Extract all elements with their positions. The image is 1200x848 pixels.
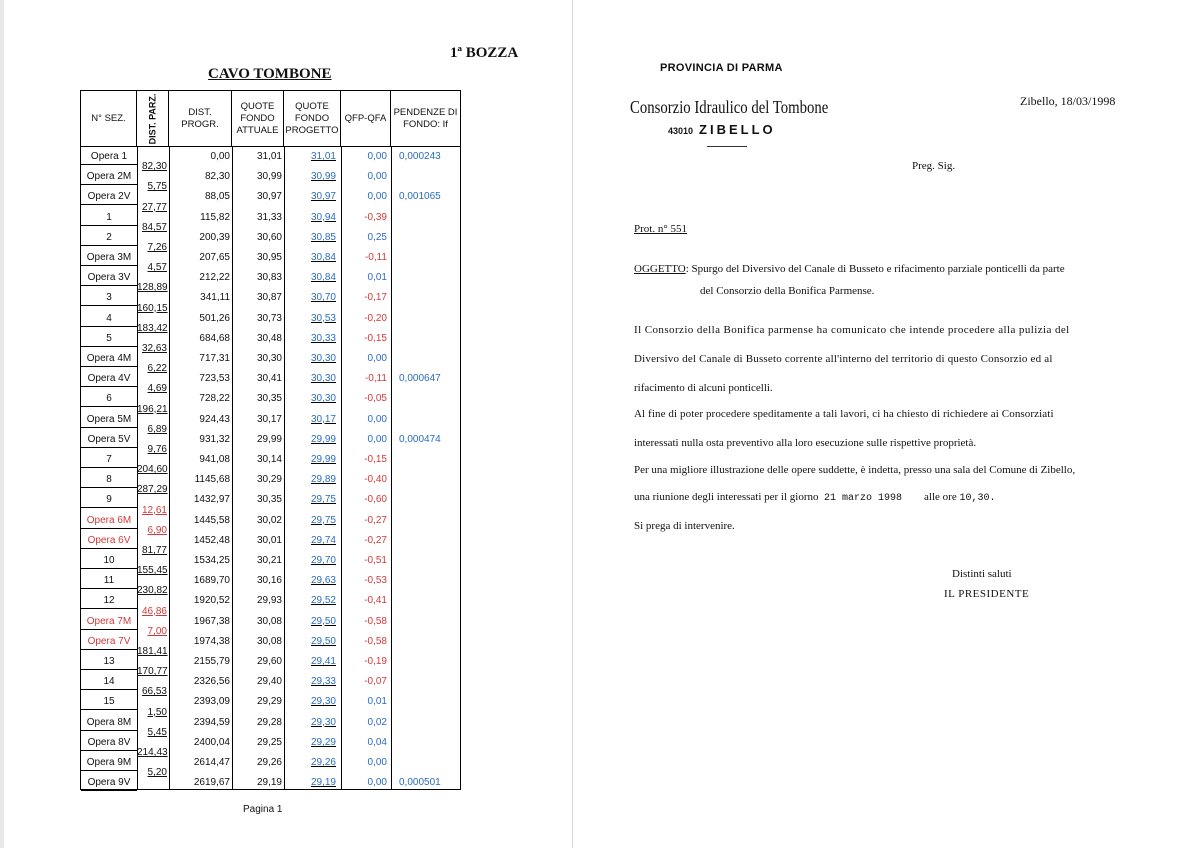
column-rule bbox=[341, 146, 342, 789]
difference-cell: 0,00 bbox=[367, 151, 387, 162]
progressive-distance-cell: 2394,59 bbox=[193, 716, 230, 728]
difference-cell: -0,11 bbox=[364, 373, 387, 385]
difference-cell: -0,39 bbox=[364, 211, 387, 223]
current-bottom-cell: 30,29 bbox=[256, 474, 282, 486]
project-bottom-cell: 30,33 bbox=[310, 332, 336, 344]
project-bottom-cell: 30,84 bbox=[310, 252, 336, 263]
progressive-distance-cell: 88,05 bbox=[204, 191, 230, 203]
current-bottom-cell: 29,40 bbox=[256, 676, 282, 688]
current-bottom-cell: 29,93 bbox=[256, 595, 282, 607]
section-cell: 4 bbox=[81, 312, 137, 327]
project-bottom-cell: 30,94 bbox=[310, 211, 336, 223]
column-rule bbox=[232, 146, 233, 789]
current-bottom-cell: 30,21 bbox=[256, 555, 282, 566]
current-bottom-cell: 30,83 bbox=[256, 272, 282, 284]
section-cell: Opera 4M bbox=[81, 352, 137, 367]
difference-cell: 0,00 bbox=[367, 777, 387, 789]
project-bottom-cell: 30,84 bbox=[310, 272, 336, 284]
current-bottom-cell: 29,19 bbox=[256, 777, 282, 789]
progressive-distance-cell: 717,31 bbox=[199, 353, 230, 364]
project-bottom-cell: 29,89 bbox=[310, 474, 336, 486]
section-cell: 8 bbox=[81, 473, 137, 488]
section-cell: 10 bbox=[81, 554, 137, 569]
meeting-time: 10,30. bbox=[959, 493, 996, 504]
progressive-distance-cell: 200,39 bbox=[199, 231, 230, 243]
partial-distance-cell: 4,57 bbox=[147, 262, 167, 274]
difference-cell: -0,15 bbox=[364, 454, 387, 465]
project-bottom-cell: 30,17 bbox=[310, 413, 336, 425]
project-bottom-cell: 29,99 bbox=[310, 454, 336, 465]
section-cell: Opera 5M bbox=[81, 413, 137, 428]
difference-cell: 0,00 bbox=[367, 757, 387, 768]
partial-distance-cell: 4,69 bbox=[147, 383, 167, 395]
header-current-bottom: QUOTE FONDO ATTUALE bbox=[232, 91, 284, 146]
current-bottom-cell: 30,35 bbox=[256, 393, 282, 405]
progressive-distance-cell: 115,82 bbox=[200, 211, 230, 223]
difference-cell: -0,05 bbox=[364, 393, 387, 405]
current-bottom-cell: 30,48 bbox=[256, 332, 282, 344]
section-cell: Opera 7V bbox=[81, 635, 137, 650]
progressive-distance-cell: 1432,97 bbox=[193, 494, 230, 506]
consortium-name: Consorzio Idraulico del Tombone bbox=[630, 97, 829, 117]
difference-cell: -0,19 bbox=[364, 656, 387, 667]
partial-distance-cell: 9,76 bbox=[147, 444, 167, 455]
scan-edge bbox=[0, 0, 4, 848]
section-cell: Opera 7M bbox=[81, 615, 137, 630]
difference-cell: 0,01 bbox=[367, 696, 387, 708]
partial-distance-cell: 82,30 bbox=[141, 161, 167, 173]
header-difference: QFP-QFA bbox=[341, 91, 391, 146]
header-partial-distance bbox=[137, 91, 169, 146]
closing: Distinti saluti bbox=[952, 568, 1012, 580]
project-bottom-cell: 30,99 bbox=[310, 171, 336, 183]
subject-label: OGGETTO bbox=[634, 263, 686, 275]
difference-cell: -0,20 bbox=[364, 312, 387, 324]
partial-distance-cell: 181,41 bbox=[137, 646, 168, 657]
consortium-city: ZIBELLO bbox=[699, 122, 776, 137]
progressive-distance-cell: 0,00 bbox=[210, 151, 230, 162]
current-bottom-cell: 30,01 bbox=[256, 534, 282, 546]
current-bottom-cell: 31,33 bbox=[256, 211, 282, 223]
progressive-distance-cell: 1967,38 bbox=[193, 615, 230, 627]
progressive-distance-cell: 728,22 bbox=[199, 393, 230, 405]
current-bottom-cell: 30,73 bbox=[256, 312, 282, 324]
partial-distance-cell: 6,89 bbox=[147, 423, 167, 435]
table-title: CAVO TOMBONE bbox=[208, 66, 332, 82]
current-bottom-cell: 30,02 bbox=[256, 514, 282, 526]
progressive-distance-cell: 1145,68 bbox=[194, 474, 230, 486]
current-bottom-cell: 30,87 bbox=[256, 292, 282, 304]
page-number: Pagina 1 bbox=[243, 804, 283, 815]
section-cell: 3 bbox=[81, 291, 137, 306]
partial-distance-cell: 32,63 bbox=[141, 343, 167, 354]
current-bottom-cell: 30,17 bbox=[256, 413, 282, 425]
protocol-number: Prot. n° 551 bbox=[634, 223, 687, 235]
progressive-distance-cell: 1689,70 bbox=[193, 575, 230, 587]
meeting-line bbox=[634, 491, 995, 504]
section-cell: 14 bbox=[81, 675, 137, 690]
difference-cell: -0,58 bbox=[364, 635, 387, 647]
partial-distance-cell: 1,50 bbox=[147, 706, 167, 718]
header-partial-distance-label: DIST. PARZ. bbox=[147, 93, 158, 144]
partial-distance-cell: 128,89 bbox=[137, 282, 168, 294]
partial-distance-cell: 66,53 bbox=[141, 686, 167, 698]
section-cell: 11 bbox=[81, 574, 137, 589]
project-bottom-cell: 29,41 bbox=[310, 656, 336, 667]
section-cell: 2 bbox=[81, 231, 137, 246]
meeting-mid: alle ore bbox=[924, 491, 957, 503]
project-bottom-cell: 29,19 bbox=[310, 777, 336, 789]
partial-distance-cell: 287,29 bbox=[137, 484, 168, 496]
project-bottom-cell: 29,52 bbox=[310, 595, 336, 607]
progressive-distance-cell: 1445,58 bbox=[193, 514, 230, 526]
partial-distance-cell: 183,42 bbox=[137, 322, 168, 334]
project-bottom-cell: 29,26 bbox=[310, 757, 336, 768]
difference-cell: 0,00 bbox=[367, 413, 387, 425]
current-bottom-cell: 30,08 bbox=[256, 635, 282, 647]
current-bottom-cell: 29,26 bbox=[256, 757, 282, 768]
current-bottom-cell: 30,99 bbox=[256, 171, 282, 183]
current-bottom-cell: 30,14 bbox=[256, 454, 282, 465]
difference-cell: 0,00 bbox=[367, 433, 387, 445]
section-cell: Opera 3M bbox=[81, 251, 137, 266]
section-cell: Opera 6M bbox=[81, 514, 137, 529]
project-bottom-cell: 30,70 bbox=[310, 292, 336, 304]
section-cell: Opera 4V bbox=[81, 372, 137, 387]
project-bottom-cell: 29,70 bbox=[310, 555, 336, 566]
difference-cell: -0,41 bbox=[364, 595, 387, 607]
section-cell: Opera 5V bbox=[81, 433, 137, 448]
header-section: N° SEZ. bbox=[81, 91, 137, 146]
project-bottom-cell: 29,75 bbox=[310, 514, 336, 526]
body-line: Il Consorzio della Bonifica parmense ha comunicato che intende procedere alla pulizia del bbox=[634, 324, 1070, 336]
page-divider bbox=[572, 0, 573, 848]
partial-distance-cell: 170,77 bbox=[137, 666, 168, 678]
header-progressive-distance: DIST. PROGR. bbox=[169, 91, 232, 146]
difference-cell: -0,53 bbox=[364, 575, 387, 587]
project-bottom-cell: 30,30 bbox=[310, 393, 336, 405]
partial-distance-cell: 5,75 bbox=[147, 181, 167, 193]
project-bottom-cell: 30,30 bbox=[310, 373, 336, 385]
partial-distance-cell: 12,61 bbox=[141, 504, 167, 516]
project-bottom-cell: 29,99 bbox=[310, 433, 336, 445]
partial-distance-cell: 84,57 bbox=[141, 221, 167, 233]
difference-cell: 0,25 bbox=[367, 231, 387, 243]
project-bottom-cell: 29,50 bbox=[310, 635, 336, 647]
section-cell: Opera 8V bbox=[81, 736, 137, 751]
partial-distance-cell: 7,26 bbox=[147, 242, 167, 253]
column-rule bbox=[391, 146, 392, 789]
section-cell: Opera 3V bbox=[81, 271, 137, 286]
section-cell: 12 bbox=[81, 594, 137, 609]
current-bottom-cell: 30,95 bbox=[256, 252, 282, 263]
current-bottom-cell: 31,01 bbox=[256, 151, 282, 162]
section-cell: Opera 1 bbox=[81, 150, 137, 165]
section-cell: 6 bbox=[81, 392, 137, 407]
current-bottom-cell: 30,30 bbox=[256, 353, 282, 364]
project-bottom-cell: 29,30 bbox=[310, 716, 336, 728]
progressive-distance-cell: 212,22 bbox=[199, 272, 230, 284]
current-bottom-cell: 29,28 bbox=[256, 716, 282, 728]
progressive-distance-cell: 2393,09 bbox=[193, 696, 230, 708]
section-cell: 7 bbox=[81, 453, 137, 468]
difference-cell: -0,17 bbox=[364, 292, 387, 304]
current-bottom-cell: 30,60 bbox=[256, 231, 282, 243]
partial-distance-cell: 81,77 bbox=[141, 545, 167, 556]
project-bottom-cell: 29,50 bbox=[310, 615, 336, 627]
section-cell: 1 bbox=[81, 211, 137, 226]
progressive-distance-cell: 931,32 bbox=[199, 433, 230, 445]
difference-cell: -0,11 bbox=[364, 252, 387, 263]
difference-cell: -0,15 bbox=[364, 332, 387, 344]
slope-cell: 0,000474 bbox=[399, 433, 441, 445]
difference-cell: 0,01 bbox=[367, 272, 387, 284]
letterhead-rule bbox=[707, 146, 747, 147]
partial-distance-cell: 204,60 bbox=[137, 464, 168, 476]
section-cell: 5 bbox=[81, 332, 137, 347]
progressive-distance-cell: 2614,47 bbox=[193, 757, 230, 768]
signature: IL PRESIDENTE bbox=[944, 588, 1030, 600]
project-bottom-cell: 29,63 bbox=[310, 575, 336, 587]
difference-cell: -0,58 bbox=[364, 615, 387, 627]
project-bottom-cell: 29,75 bbox=[310, 494, 336, 506]
progressive-distance-cell: 2326,56 bbox=[193, 676, 230, 688]
partial-distance-cell: 27,77 bbox=[141, 201, 167, 213]
current-bottom-cell: 30,97 bbox=[256, 191, 282, 203]
consortium-address bbox=[668, 122, 776, 137]
recipient-greeting: Preg. Sig. bbox=[912, 160, 956, 172]
body-line: interessati nulla osta preventivo alla loro esecuzione sulle rispettive proprietà. bbox=[634, 437, 977, 449]
partial-distance-cell: 5,45 bbox=[147, 726, 167, 738]
current-bottom-cell: 29,60 bbox=[256, 656, 282, 667]
project-bottom-cell: 30,85 bbox=[310, 231, 336, 243]
current-bottom-cell: 29,25 bbox=[256, 736, 282, 748]
header-project-bottom: QUOTE FONDO PROGETTO bbox=[284, 91, 341, 146]
meeting-date: 21 marzo 1998 bbox=[824, 493, 903, 504]
partial-distance-cell: 196,21 bbox=[137, 403, 168, 415]
body-line: Diversivo del Canale di Busseto corrente all'interno del territorio di questo Consorzio ed al bbox=[634, 353, 1053, 365]
project-bottom-cell: 29,74 bbox=[310, 534, 336, 546]
province-heading: PROVINCIA DI PARMA bbox=[660, 62, 783, 74]
progressive-distance-cell: 2155,79 bbox=[193, 656, 230, 667]
progressive-distance-cell: 207,65 bbox=[199, 252, 230, 263]
partial-distance-cell: 214,43 bbox=[137, 747, 168, 758]
project-bottom-cell: 29,30 bbox=[310, 696, 336, 708]
current-bottom-cell: 30,08 bbox=[256, 615, 282, 627]
progressive-distance-cell: 684,68 bbox=[199, 332, 230, 344]
project-bottom-cell: 31,01 bbox=[310, 151, 336, 162]
difference-cell: 0,00 bbox=[367, 171, 387, 183]
meeting-prefix: una riunione degli interessati per il giorno bbox=[634, 491, 819, 503]
project-bottom-cell: 29,33 bbox=[310, 676, 336, 688]
section-cell: Opera 9M bbox=[81, 756, 137, 771]
partial-distance-cell: 6,90 bbox=[147, 524, 167, 536]
survey-table bbox=[80, 90, 461, 790]
column-rule bbox=[284, 146, 285, 789]
progressive-distance-cell: 2619,67 bbox=[193, 777, 230, 789]
slope-cell: 0,000501 bbox=[399, 777, 441, 789]
difference-cell: 0,00 bbox=[367, 191, 387, 203]
slope-cell: 0,001065 bbox=[399, 191, 441, 203]
progressive-distance-cell: 341,11 bbox=[200, 292, 230, 304]
subject-text: : Spurgo del Diversivo del Canale di Busseto e rifacimento parziale ponticelli da parte bbox=[685, 263, 1065, 275]
current-bottom-cell: 29,99 bbox=[256, 433, 282, 445]
difference-cell: -0,07 bbox=[364, 676, 387, 688]
partial-distance-cell: 160,15 bbox=[137, 302, 168, 314]
current-bottom-cell: 30,41 bbox=[256, 373, 282, 385]
project-bottom-cell: 30,30 bbox=[310, 353, 336, 364]
progressive-distance-cell: 924,43 bbox=[199, 413, 230, 425]
difference-cell: 0,04 bbox=[367, 736, 387, 748]
subject-continuation: del Consorzio della Bonifica Parmense. bbox=[700, 285, 875, 297]
progressive-distance-cell: 1452,48 bbox=[193, 534, 230, 546]
project-bottom-cell: 30,53 bbox=[310, 312, 336, 324]
progressive-distance-cell: 82,30 bbox=[204, 171, 230, 183]
column-rule bbox=[169, 146, 170, 789]
slope-cell: 0,000243 bbox=[399, 151, 441, 162]
progressive-distance-cell: 1534,25 bbox=[193, 555, 230, 566]
current-bottom-cell: 30,16 bbox=[256, 575, 282, 587]
partial-distance-cell: 230,82 bbox=[137, 585, 168, 597]
body-line: Al fine di poter procedere speditamente a tali lavori, ci ha chiesto di richiedere ai Consorziati bbox=[634, 408, 1054, 420]
progressive-distance-cell: 501,26 bbox=[199, 312, 230, 324]
section-cell: Opera 8M bbox=[81, 716, 137, 731]
current-bottom-cell: 29,29 bbox=[256, 696, 282, 708]
difference-cell: -0,51 bbox=[364, 555, 387, 566]
progressive-distance-cell: 723,53 bbox=[199, 373, 230, 385]
difference-cell: -0,27 bbox=[364, 514, 387, 526]
partial-distance-cell: 5,20 bbox=[147, 767, 167, 779]
progressive-distance-cell: 2400,04 bbox=[193, 736, 230, 748]
difference-cell: 0,00 bbox=[367, 353, 387, 364]
section-cell: Opera 2M bbox=[81, 170, 137, 185]
project-bottom-cell: 29,29 bbox=[310, 736, 336, 748]
project-bottom-cell: 30,97 bbox=[310, 191, 336, 203]
difference-cell: -0,27 bbox=[364, 534, 387, 546]
partial-distance-cell: 6,22 bbox=[147, 363, 167, 375]
body-line: rifacimento di alcuni ponticelli. bbox=[634, 382, 773, 394]
partial-distance-cell: 7,00 bbox=[147, 625, 167, 637]
section-cell: Opera 2V bbox=[81, 190, 137, 205]
body-line: Per una migliore illustrazione delle opere suddette, è indetta, presso una sala del Comune di Zibello, bbox=[634, 464, 1076, 476]
progressive-distance-cell: 1974,38 bbox=[193, 635, 230, 647]
header-slope: PENDENZE DI FONDO: If bbox=[393, 106, 458, 130]
difference-cell: -0,40 bbox=[364, 474, 387, 486]
section-cell: Opera 9V bbox=[81, 776, 137, 791]
section-cell: 9 bbox=[81, 493, 137, 508]
request-line: Si prega di intervenire. bbox=[634, 520, 735, 532]
partial-distance-cell: 155,45 bbox=[137, 565, 168, 577]
partial-distance-cell: 46,86 bbox=[141, 605, 167, 617]
section-cell: 15 bbox=[81, 695, 137, 710]
date-place: Zibello, 18/03/1998 bbox=[1020, 94, 1116, 108]
consortium-cap: 43010 bbox=[668, 126, 694, 136]
slope-cell: 0,000647 bbox=[399, 373, 441, 385]
subject-line bbox=[634, 263, 1065, 275]
current-bottom-cell: 30,35 bbox=[256, 494, 282, 506]
section-cell: 13 bbox=[81, 655, 137, 670]
section-cell: Opera 6V bbox=[81, 534, 137, 549]
difference-cell: -0,60 bbox=[364, 494, 387, 506]
draft-label: 1ª BOZZA bbox=[450, 45, 519, 61]
progressive-distance-cell: 1920,52 bbox=[193, 595, 230, 607]
progressive-distance-cell: 941,08 bbox=[199, 454, 230, 465]
difference-cell: 0,02 bbox=[367, 716, 387, 728]
